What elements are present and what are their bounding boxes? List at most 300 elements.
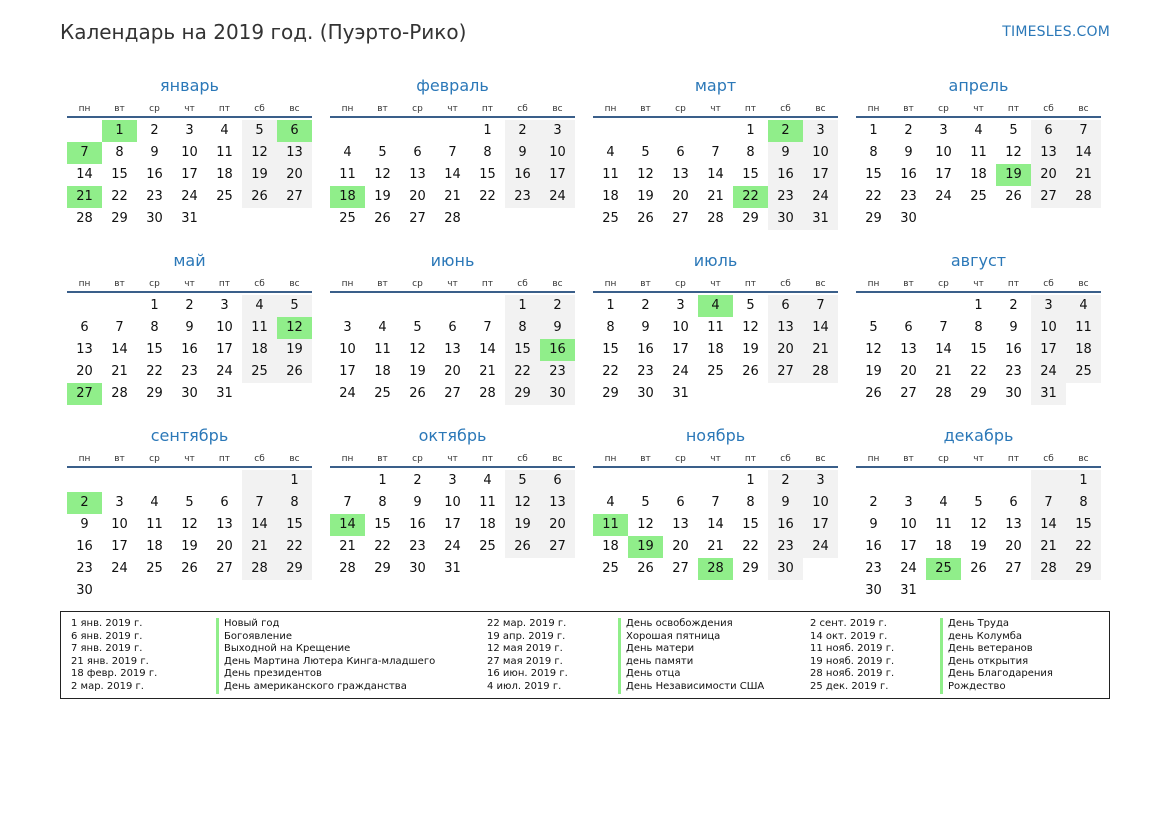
day-cell[interactable]: 18	[707, 342, 724, 357]
day-cell[interactable]: 15	[865, 167, 882, 182]
day-cell[interactable]: 17	[540, 164, 575, 186]
day-cell[interactable]: 12	[409, 342, 426, 357]
day-cell[interactable]: 21	[707, 189, 724, 204]
day-cell[interactable]: 9	[768, 492, 803, 514]
day-cell[interactable]: 21	[935, 364, 952, 379]
day-cell[interactable]: 17	[935, 167, 952, 182]
holiday-day-cell[interactable]: 21	[67, 186, 102, 208]
day-cell[interactable]: 13	[1031, 142, 1066, 164]
day-cell[interactable]: 13	[216, 517, 233, 532]
day-cell[interactable]: 26	[277, 361, 312, 383]
day-cell[interactable]: 9	[185, 320, 194, 335]
day-cell[interactable]: 17	[803, 514, 838, 536]
day-cell[interactable]: 5	[413, 320, 422, 335]
day-cell[interactable]: 25	[602, 211, 619, 226]
holiday-day-cell[interactable]: 2	[768, 120, 803, 142]
holiday-day-cell[interactable]: 27	[67, 383, 102, 405]
day-cell[interactable]: 5	[641, 495, 650, 510]
day-cell[interactable]: 7	[242, 492, 277, 514]
day-cell[interactable]: 22	[277, 536, 312, 558]
day-cell[interactable]: 9	[904, 145, 913, 160]
day-cell[interactable]: 14	[707, 167, 724, 182]
day-cell[interactable]: 18	[602, 189, 619, 204]
day-cell[interactable]: 1	[150, 298, 159, 313]
day-cell[interactable]: 2	[185, 298, 194, 313]
day-cell[interactable]: 16	[505, 164, 540, 186]
day-cell[interactable]: 14	[111, 342, 128, 357]
day-cell[interactable]: 27	[672, 211, 689, 226]
day-cell[interactable]: 9	[869, 517, 878, 532]
day-cell[interactable]: 11	[242, 317, 277, 339]
day-cell[interactable]: 9	[413, 495, 422, 510]
day-cell[interactable]: 9	[540, 317, 575, 339]
day-cell[interactable]: 18	[216, 167, 233, 182]
day-cell[interactable]: 29	[1066, 558, 1101, 580]
day-cell[interactable]: 21	[1066, 164, 1101, 186]
day-cell[interactable]: 22	[505, 361, 540, 383]
day-cell[interactable]: 25	[707, 364, 724, 379]
day-cell[interactable]: 27	[277, 186, 312, 208]
day-cell[interactable]: 6	[1031, 120, 1066, 142]
day-cell[interactable]: 20	[409, 189, 426, 204]
day-cell[interactable]: 14	[242, 514, 277, 536]
day-cell[interactable]: 23	[76, 561, 93, 576]
day-cell[interactable]: 3	[115, 495, 124, 510]
holiday-day-cell[interactable]: 22	[733, 186, 768, 208]
holiday-day-cell[interactable]: 19	[996, 164, 1031, 186]
day-cell[interactable]: 6	[676, 145, 685, 160]
day-cell[interactable]: 19	[374, 189, 391, 204]
day-cell[interactable]: 13	[540, 492, 575, 514]
day-cell[interactable]: 3	[448, 473, 457, 488]
day-cell[interactable]: 22	[479, 189, 496, 204]
day-cell[interactable]: 31	[803, 208, 838, 230]
day-cell[interactable]: 26	[970, 561, 987, 576]
day-cell[interactable]: 26	[742, 364, 759, 379]
day-cell[interactable]: 26	[637, 561, 654, 576]
day-cell[interactable]: 3	[676, 298, 685, 313]
day-cell[interactable]: 9	[80, 517, 89, 532]
day-cell[interactable]: 15	[505, 339, 540, 361]
day-cell[interactable]: 25	[146, 561, 163, 576]
day-cell[interactable]: 30	[900, 211, 917, 226]
day-cell[interactable]: 27	[900, 386, 917, 401]
day-cell[interactable]: 23	[637, 364, 654, 379]
day-cell[interactable]: 20	[1005, 539, 1022, 554]
holiday-day-cell[interactable]: 12	[277, 317, 312, 339]
day-cell[interactable]: 17	[900, 539, 917, 554]
day-cell[interactable]: 17	[672, 342, 689, 357]
day-cell[interactable]: 20	[540, 514, 575, 536]
day-cell[interactable]: 25	[339, 211, 356, 226]
day-cell[interactable]: 17	[181, 167, 198, 182]
day-cell[interactable]: 5	[185, 495, 194, 510]
day-cell[interactable]: 27	[1031, 186, 1066, 208]
day-cell[interactable]: 11	[602, 167, 619, 182]
day-cell[interactable]: 21	[444, 189, 461, 204]
day-cell[interactable]: 20	[672, 189, 689, 204]
day-cell[interactable]: 7	[803, 295, 838, 317]
day-cell[interactable]: 12	[637, 517, 654, 532]
day-cell[interactable]: 12	[505, 492, 540, 514]
day-cell[interactable]: 3	[343, 320, 352, 335]
day-cell[interactable]: 4	[974, 123, 983, 138]
day-cell[interactable]: 25	[1066, 361, 1101, 383]
day-cell[interactable]: 28	[339, 561, 356, 576]
day-cell[interactable]: 1	[483, 123, 492, 138]
day-cell[interactable]: 7	[1066, 120, 1101, 142]
holiday-day-cell[interactable]: 4	[698, 295, 733, 317]
day-cell[interactable]: 11	[935, 517, 952, 532]
holiday-day-cell[interactable]: 2	[67, 492, 102, 514]
day-cell[interactable]: 5	[974, 495, 983, 510]
day-cell[interactable]: 18	[935, 539, 952, 554]
day-cell[interactable]: 16	[900, 167, 917, 182]
day-cell[interactable]: 4	[150, 495, 159, 510]
day-cell[interactable]: 14	[1066, 142, 1101, 164]
day-cell[interactable]: 6	[448, 320, 457, 335]
day-cell[interactable]: 14	[707, 517, 724, 532]
day-cell[interactable]: 6	[540, 470, 575, 492]
holiday-day-cell[interactable]: 28	[698, 558, 733, 580]
day-cell[interactable]: 7	[343, 495, 352, 510]
day-cell[interactable]: 9	[505, 142, 540, 164]
day-cell[interactable]: 11	[374, 342, 391, 357]
day-cell[interactable]: 4	[242, 295, 277, 317]
day-cell[interactable]: 3	[939, 123, 948, 138]
day-cell[interactable]: 10	[339, 342, 356, 357]
day-cell[interactable]: 22	[374, 539, 391, 554]
day-cell[interactable]: 15	[374, 517, 391, 532]
day-cell[interactable]: 16	[768, 514, 803, 536]
day-cell[interactable]: 2	[413, 473, 422, 488]
day-cell[interactable]: 29	[865, 211, 882, 226]
day-cell[interactable]: 10	[111, 517, 128, 532]
day-cell[interactable]: 19	[865, 364, 882, 379]
day-cell[interactable]: 15	[602, 342, 619, 357]
day-cell[interactable]: 29	[146, 386, 163, 401]
day-cell[interactable]: 1	[869, 123, 878, 138]
day-cell[interactable]: 10	[900, 517, 917, 532]
day-cell[interactable]: 24	[900, 561, 917, 576]
day-cell[interactable]: 4	[343, 145, 352, 160]
day-cell[interactable]: 26	[505, 536, 540, 558]
day-cell[interactable]: 4	[220, 123, 229, 138]
day-cell[interactable]: 2	[1009, 298, 1018, 313]
day-cell[interactable]: 19	[181, 539, 198, 554]
day-cell[interactable]: 4	[483, 473, 492, 488]
day-cell[interactable]: 9	[641, 320, 650, 335]
day-cell[interactable]: 15	[146, 342, 163, 357]
day-cell[interactable]: 2	[505, 120, 540, 142]
day-cell[interactable]: 27	[444, 386, 461, 401]
day-cell[interactable]: 10	[444, 495, 461, 510]
day-cell[interactable]: 12	[742, 320, 759, 335]
day-cell[interactable]: 27	[540, 536, 575, 558]
day-cell[interactable]: 22	[970, 364, 987, 379]
day-cell[interactable]: 7	[448, 145, 457, 160]
day-cell[interactable]: 9	[150, 145, 159, 160]
day-cell[interactable]: 10	[803, 492, 838, 514]
day-cell[interactable]: 17	[111, 539, 128, 554]
day-cell[interactable]: 30	[540, 383, 575, 405]
day-cell[interactable]: 3	[803, 120, 838, 142]
day-cell[interactable]: 19	[637, 189, 654, 204]
day-cell[interactable]: 16	[409, 517, 426, 532]
day-cell[interactable]: 11	[216, 145, 233, 160]
day-cell[interactable]: 10	[540, 142, 575, 164]
day-cell[interactable]: 24	[803, 536, 838, 558]
day-cell[interactable]: 18	[374, 364, 391, 379]
day-cell[interactable]: 11	[339, 167, 356, 182]
day-cell[interactable]: 20	[768, 339, 803, 361]
day-cell[interactable]: 24	[803, 186, 838, 208]
day-cell[interactable]: 17	[444, 517, 461, 532]
day-cell[interactable]: 11	[707, 320, 724, 335]
day-cell[interactable]: 15	[742, 517, 759, 532]
day-cell[interactable]: 2	[869, 495, 878, 510]
day-cell[interactable]: 28	[444, 211, 461, 226]
day-cell[interactable]: 21	[242, 536, 277, 558]
day-cell[interactable]: 12	[970, 517, 987, 532]
day-cell[interactable]: 13	[900, 342, 917, 357]
day-cell[interactable]: 14	[444, 167, 461, 182]
day-cell[interactable]: 9	[768, 142, 803, 164]
day-cell[interactable]: 13	[277, 142, 312, 164]
day-cell[interactable]: 3	[220, 298, 229, 313]
day-cell[interactable]: 21	[479, 364, 496, 379]
site-link[interactable]: TIMESLES.COM	[1002, 24, 1110, 40]
day-cell[interactable]: 19	[277, 339, 312, 361]
day-cell[interactable]: 1	[746, 473, 755, 488]
day-cell[interactable]: 23	[409, 539, 426, 554]
day-cell[interactable]: 1	[1066, 470, 1101, 492]
day-cell[interactable]: 7	[939, 320, 948, 335]
day-cell[interactable]: 13	[444, 342, 461, 357]
day-cell[interactable]: 29	[111, 211, 128, 226]
day-cell[interactable]: 10	[672, 320, 689, 335]
day-cell[interactable]: 30	[409, 561, 426, 576]
day-cell[interactable]: 7	[115, 320, 124, 335]
day-cell[interactable]: 1	[505, 295, 540, 317]
day-cell[interactable]: 27	[1005, 561, 1022, 576]
day-cell[interactable]: 2	[150, 123, 159, 138]
day-cell[interactable]: 1	[606, 298, 615, 313]
day-cell[interactable]: 24	[540, 186, 575, 208]
day-cell[interactable]: 21	[1031, 536, 1066, 558]
day-cell[interactable]: 17	[1031, 339, 1066, 361]
day-cell[interactable]: 31	[1031, 383, 1066, 405]
day-cell[interactable]: 19	[409, 364, 426, 379]
day-cell[interactable]: 31	[216, 386, 233, 401]
day-cell[interactable]: 5	[869, 320, 878, 335]
day-cell[interactable]: 8	[746, 495, 755, 510]
day-cell[interactable]: 29	[277, 558, 312, 580]
day-cell[interactable]: 7	[711, 145, 720, 160]
day-cell[interactable]: 1	[746, 123, 755, 138]
day-cell[interactable]: 8	[150, 320, 159, 335]
day-cell[interactable]: 8	[869, 145, 878, 160]
day-cell[interactable]: 24	[444, 539, 461, 554]
day-cell[interactable]: 17	[339, 364, 356, 379]
day-cell[interactable]: 23	[1005, 364, 1022, 379]
day-cell[interactable]: 30	[1005, 386, 1022, 401]
day-cell[interactable]: 19	[742, 342, 759, 357]
day-cell[interactable]: 19	[505, 514, 540, 536]
day-cell[interactable]: 13	[672, 517, 689, 532]
day-cell[interactable]: 15	[111, 167, 128, 182]
day-cell[interactable]: 6	[1009, 495, 1018, 510]
day-cell[interactable]: 15	[742, 167, 759, 182]
holiday-day-cell[interactable]: 14	[330, 514, 365, 536]
day-cell[interactable]: 24	[935, 189, 952, 204]
holiday-day-cell[interactable]: 1	[102, 120, 137, 142]
day-cell[interactable]: 10	[803, 142, 838, 164]
day-cell[interactable]: 23	[768, 186, 803, 208]
day-cell[interactable]: 31	[900, 583, 917, 598]
day-cell[interactable]: 30	[768, 558, 803, 580]
day-cell[interactable]: 13	[76, 342, 93, 357]
day-cell[interactable]: 5	[746, 298, 755, 313]
day-cell[interactable]: 16	[181, 342, 198, 357]
day-cell[interactable]: 22	[146, 364, 163, 379]
day-cell[interactable]: 5	[277, 295, 312, 317]
day-cell[interactable]: 18	[479, 517, 496, 532]
holiday-day-cell[interactable]: 25	[926, 558, 961, 580]
day-cell[interactable]: 10	[181, 145, 198, 160]
day-cell[interactable]: 6	[904, 320, 913, 335]
day-cell[interactable]: 6	[768, 295, 803, 317]
day-cell[interactable]: 31	[181, 211, 198, 226]
day-cell[interactable]: 12	[637, 167, 654, 182]
day-cell[interactable]: 19	[242, 164, 277, 186]
day-cell[interactable]: 26	[865, 386, 882, 401]
day-cell[interactable]: 13	[1005, 517, 1022, 532]
day-cell[interactable]: 18	[1066, 339, 1101, 361]
day-cell[interactable]: 10	[216, 320, 233, 335]
holiday-day-cell[interactable]: 16	[540, 339, 575, 361]
day-cell[interactable]: 3	[540, 120, 575, 142]
day-cell[interactable]: 24	[216, 364, 233, 379]
day-cell[interactable]: 5	[378, 145, 387, 160]
day-cell[interactable]: 15	[1066, 514, 1101, 536]
day-cell[interactable]: 21	[803, 339, 838, 361]
day-cell[interactable]: 29	[602, 386, 619, 401]
day-cell[interactable]: 24	[339, 386, 356, 401]
day-cell[interactable]: 11	[1066, 317, 1101, 339]
day-cell[interactable]: 13	[409, 167, 426, 182]
day-cell[interactable]: 18	[970, 167, 987, 182]
day-cell[interactable]: 20	[277, 164, 312, 186]
day-cell[interactable]: 23	[505, 186, 540, 208]
day-cell[interactable]: 26	[242, 186, 277, 208]
day-cell[interactable]: 16	[865, 539, 882, 554]
day-cell[interactable]: 6	[676, 495, 685, 510]
day-cell[interactable]: 11	[479, 495, 496, 510]
day-cell[interactable]: 1	[277, 470, 312, 492]
day-cell[interactable]: 8	[505, 317, 540, 339]
day-cell[interactable]: 28	[111, 386, 128, 401]
day-cell[interactable]: 14	[479, 342, 496, 357]
day-cell[interactable]: 20	[216, 539, 233, 554]
day-cell[interactable]: 4	[378, 320, 387, 335]
day-cell[interactable]: 20	[672, 539, 689, 554]
day-cell[interactable]: 8	[115, 145, 124, 160]
day-cell[interactable]: 24	[672, 364, 689, 379]
day-cell[interactable]: 26	[181, 561, 198, 576]
day-cell[interactable]: 5	[242, 120, 277, 142]
day-cell[interactable]: 15	[479, 167, 496, 182]
day-cell[interactable]: 12	[865, 342, 882, 357]
day-cell[interactable]: 1	[378, 473, 387, 488]
day-cell[interactable]: 25	[479, 539, 496, 554]
day-cell[interactable]: 7	[1031, 492, 1066, 514]
day-cell[interactable]: 10	[935, 145, 952, 160]
day-cell[interactable]: 11	[146, 517, 163, 532]
day-cell[interactable]: 21	[707, 539, 724, 554]
day-cell[interactable]: 11	[970, 145, 987, 160]
day-cell[interactable]: 26	[1005, 189, 1022, 204]
day-cell[interactable]: 28	[76, 211, 93, 226]
day-cell[interactable]: 7	[711, 495, 720, 510]
day-cell[interactable]: 26	[374, 211, 391, 226]
day-cell[interactable]: 24	[181, 189, 198, 204]
day-cell[interactable]: 26	[409, 386, 426, 401]
day-cell[interactable]: 28	[803, 361, 838, 383]
day-cell[interactable]: 28	[1066, 186, 1101, 208]
day-cell[interactable]: 28	[707, 211, 724, 226]
day-cell[interactable]: 25	[216, 189, 233, 204]
day-cell[interactable]: 8	[378, 495, 387, 510]
day-cell[interactable]: 5	[505, 470, 540, 492]
day-cell[interactable]: 28	[242, 558, 277, 580]
day-cell[interactable]: 4	[606, 145, 615, 160]
day-cell[interactable]: 18	[602, 539, 619, 554]
holiday-day-cell[interactable]: 7	[67, 142, 102, 164]
day-cell[interactable]: 14	[1031, 514, 1066, 536]
day-cell[interactable]: 19	[970, 539, 987, 554]
day-cell[interactable]: 2	[641, 298, 650, 313]
day-cell[interactable]: 22	[742, 539, 759, 554]
day-cell[interactable]: 17	[216, 342, 233, 357]
day-cell[interactable]: 13	[672, 167, 689, 182]
day-cell[interactable]: 3	[803, 470, 838, 492]
day-cell[interactable]: 17	[803, 164, 838, 186]
day-cell[interactable]: 2	[768, 470, 803, 492]
holiday-day-cell[interactable]: 18	[330, 186, 365, 208]
day-cell[interactable]: 29	[742, 561, 759, 576]
day-cell[interactable]: 8	[746, 145, 755, 160]
day-cell[interactable]: 28	[935, 386, 952, 401]
day-cell[interactable]: 2	[904, 123, 913, 138]
day-cell[interactable]: 20	[1031, 164, 1066, 186]
day-cell[interactable]: 25	[602, 561, 619, 576]
day-cell[interactable]: 15	[277, 514, 312, 536]
day-cell[interactable]: 13	[768, 317, 803, 339]
day-cell[interactable]: 16	[1005, 342, 1022, 357]
day-cell[interactable]: 25	[242, 361, 277, 383]
day-cell[interactable]: 20	[900, 364, 917, 379]
day-cell[interactable]: 9	[1009, 320, 1018, 335]
day-cell[interactable]: 23	[181, 364, 198, 379]
day-cell[interactable]: 27	[216, 561, 233, 576]
day-cell[interactable]: 12	[1005, 145, 1022, 160]
day-cell[interactable]: 23	[865, 561, 882, 576]
day-cell[interactable]: 3	[1031, 295, 1066, 317]
day-cell[interactable]: 23	[146, 189, 163, 204]
day-cell[interactable]: 1	[974, 298, 983, 313]
day-cell[interactable]: 30	[146, 211, 163, 226]
